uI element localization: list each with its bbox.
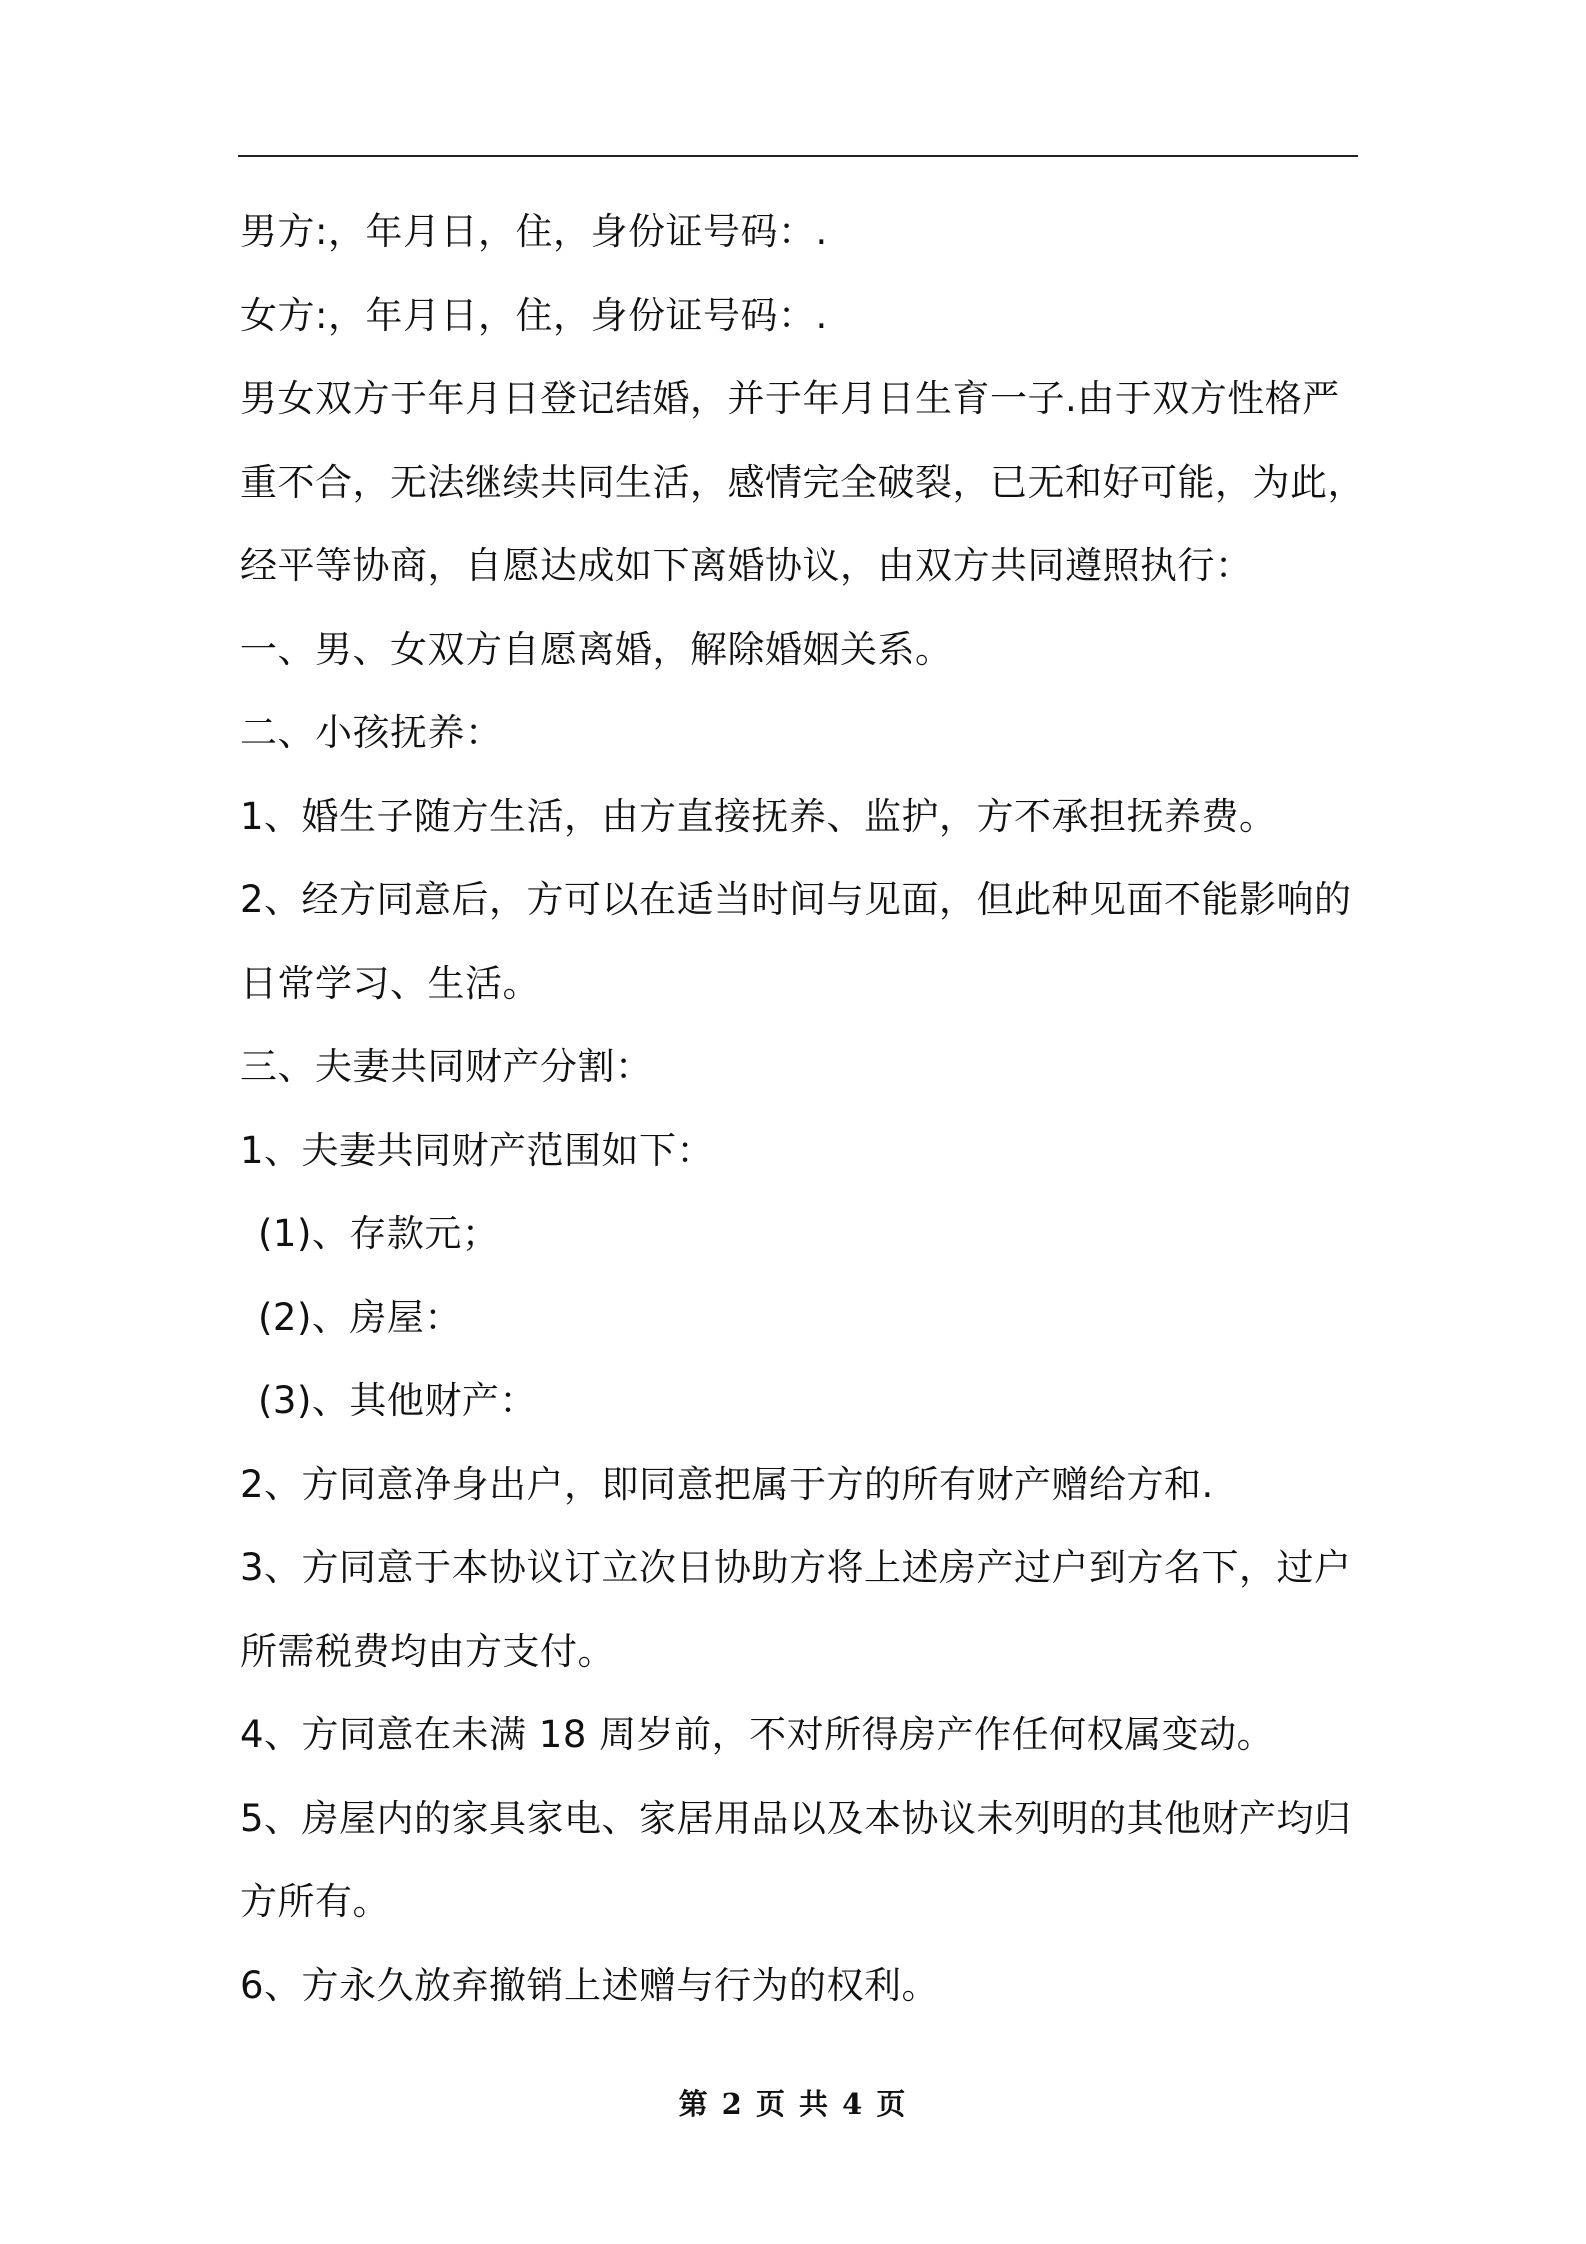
clause-line: 2、方同意净身出户，即同意把属于方的所有财产赠给方和. bbox=[240, 1462, 1214, 1506]
sub-clause-line: (1)、存款元； bbox=[258, 1212, 500, 1255]
clause-line: 1、婚生子随方生活，由方直接抚养、监护，方不承担抚养费。 bbox=[240, 794, 1277, 838]
clause-line: 方所有。 bbox=[240, 1880, 390, 1923]
header-rule bbox=[238, 155, 1358, 157]
section-heading: 三、夫妻共同财产分割： bbox=[240, 1045, 653, 1088]
paragraph-line: 女方:，年月日，住，身份证号码：. bbox=[240, 293, 828, 337]
clause-line: 5、房屋内的家具家电、家居用品以及本协议未列明的其他财产均归 bbox=[240, 1796, 1352, 1840]
clause-line: 1、夫妻共同财产范围如下： bbox=[240, 1128, 715, 1172]
sub-clause-line: (3)、其他财产： bbox=[258, 1379, 537, 1422]
page-number-footer: 第 2 页 共 4 页 bbox=[678, 2087, 908, 2121]
clause-line: 所需税费均由方支付。 bbox=[240, 1629, 615, 1673]
paragraph-line: 经平等协商，自愿达成如下离婚协议，由双方共同遵照执行： bbox=[240, 544, 1253, 587]
clause-line: 3、方同意于本协议订立次日协助方将上述房产过户到方名下，过户 bbox=[240, 1546, 1352, 1589]
document-body bbox=[240, 190, 1365, 2027]
paragraph-line: 男女双方于年月日登记结婚，并于年月日生育一子.由于双方性格严 bbox=[240, 377, 1340, 420]
sub-clause-line: (2)、房屋： bbox=[258, 1295, 462, 1339]
clause-line: 2、经方同意后，方可以在适当时间与见面，但此种见面不能影响的 bbox=[240, 878, 1352, 921]
paragraph-line: 男方:，年月日，住，身份证号码：. bbox=[240, 210, 828, 253]
clause-line: 4、方同意在未满 18 周岁前，不对所得房产作任何权属变动。 bbox=[240, 1713, 1275, 1756]
section-heading: 二、小孩抚养： bbox=[240, 711, 503, 754]
clause-line: 6、方永久放弃撤销上述赠与行为的权利。 bbox=[240, 1963, 940, 2007]
paragraph-line: 重不合，无法继续共同生活，感情完全破裂，已无和好可能，为此， bbox=[240, 460, 1365, 504]
section-heading: 一、男、女双方自愿离婚，解除婚姻关系。 bbox=[240, 627, 953, 671]
clause-line: 日常学习、生活。 bbox=[240, 961, 540, 1005]
